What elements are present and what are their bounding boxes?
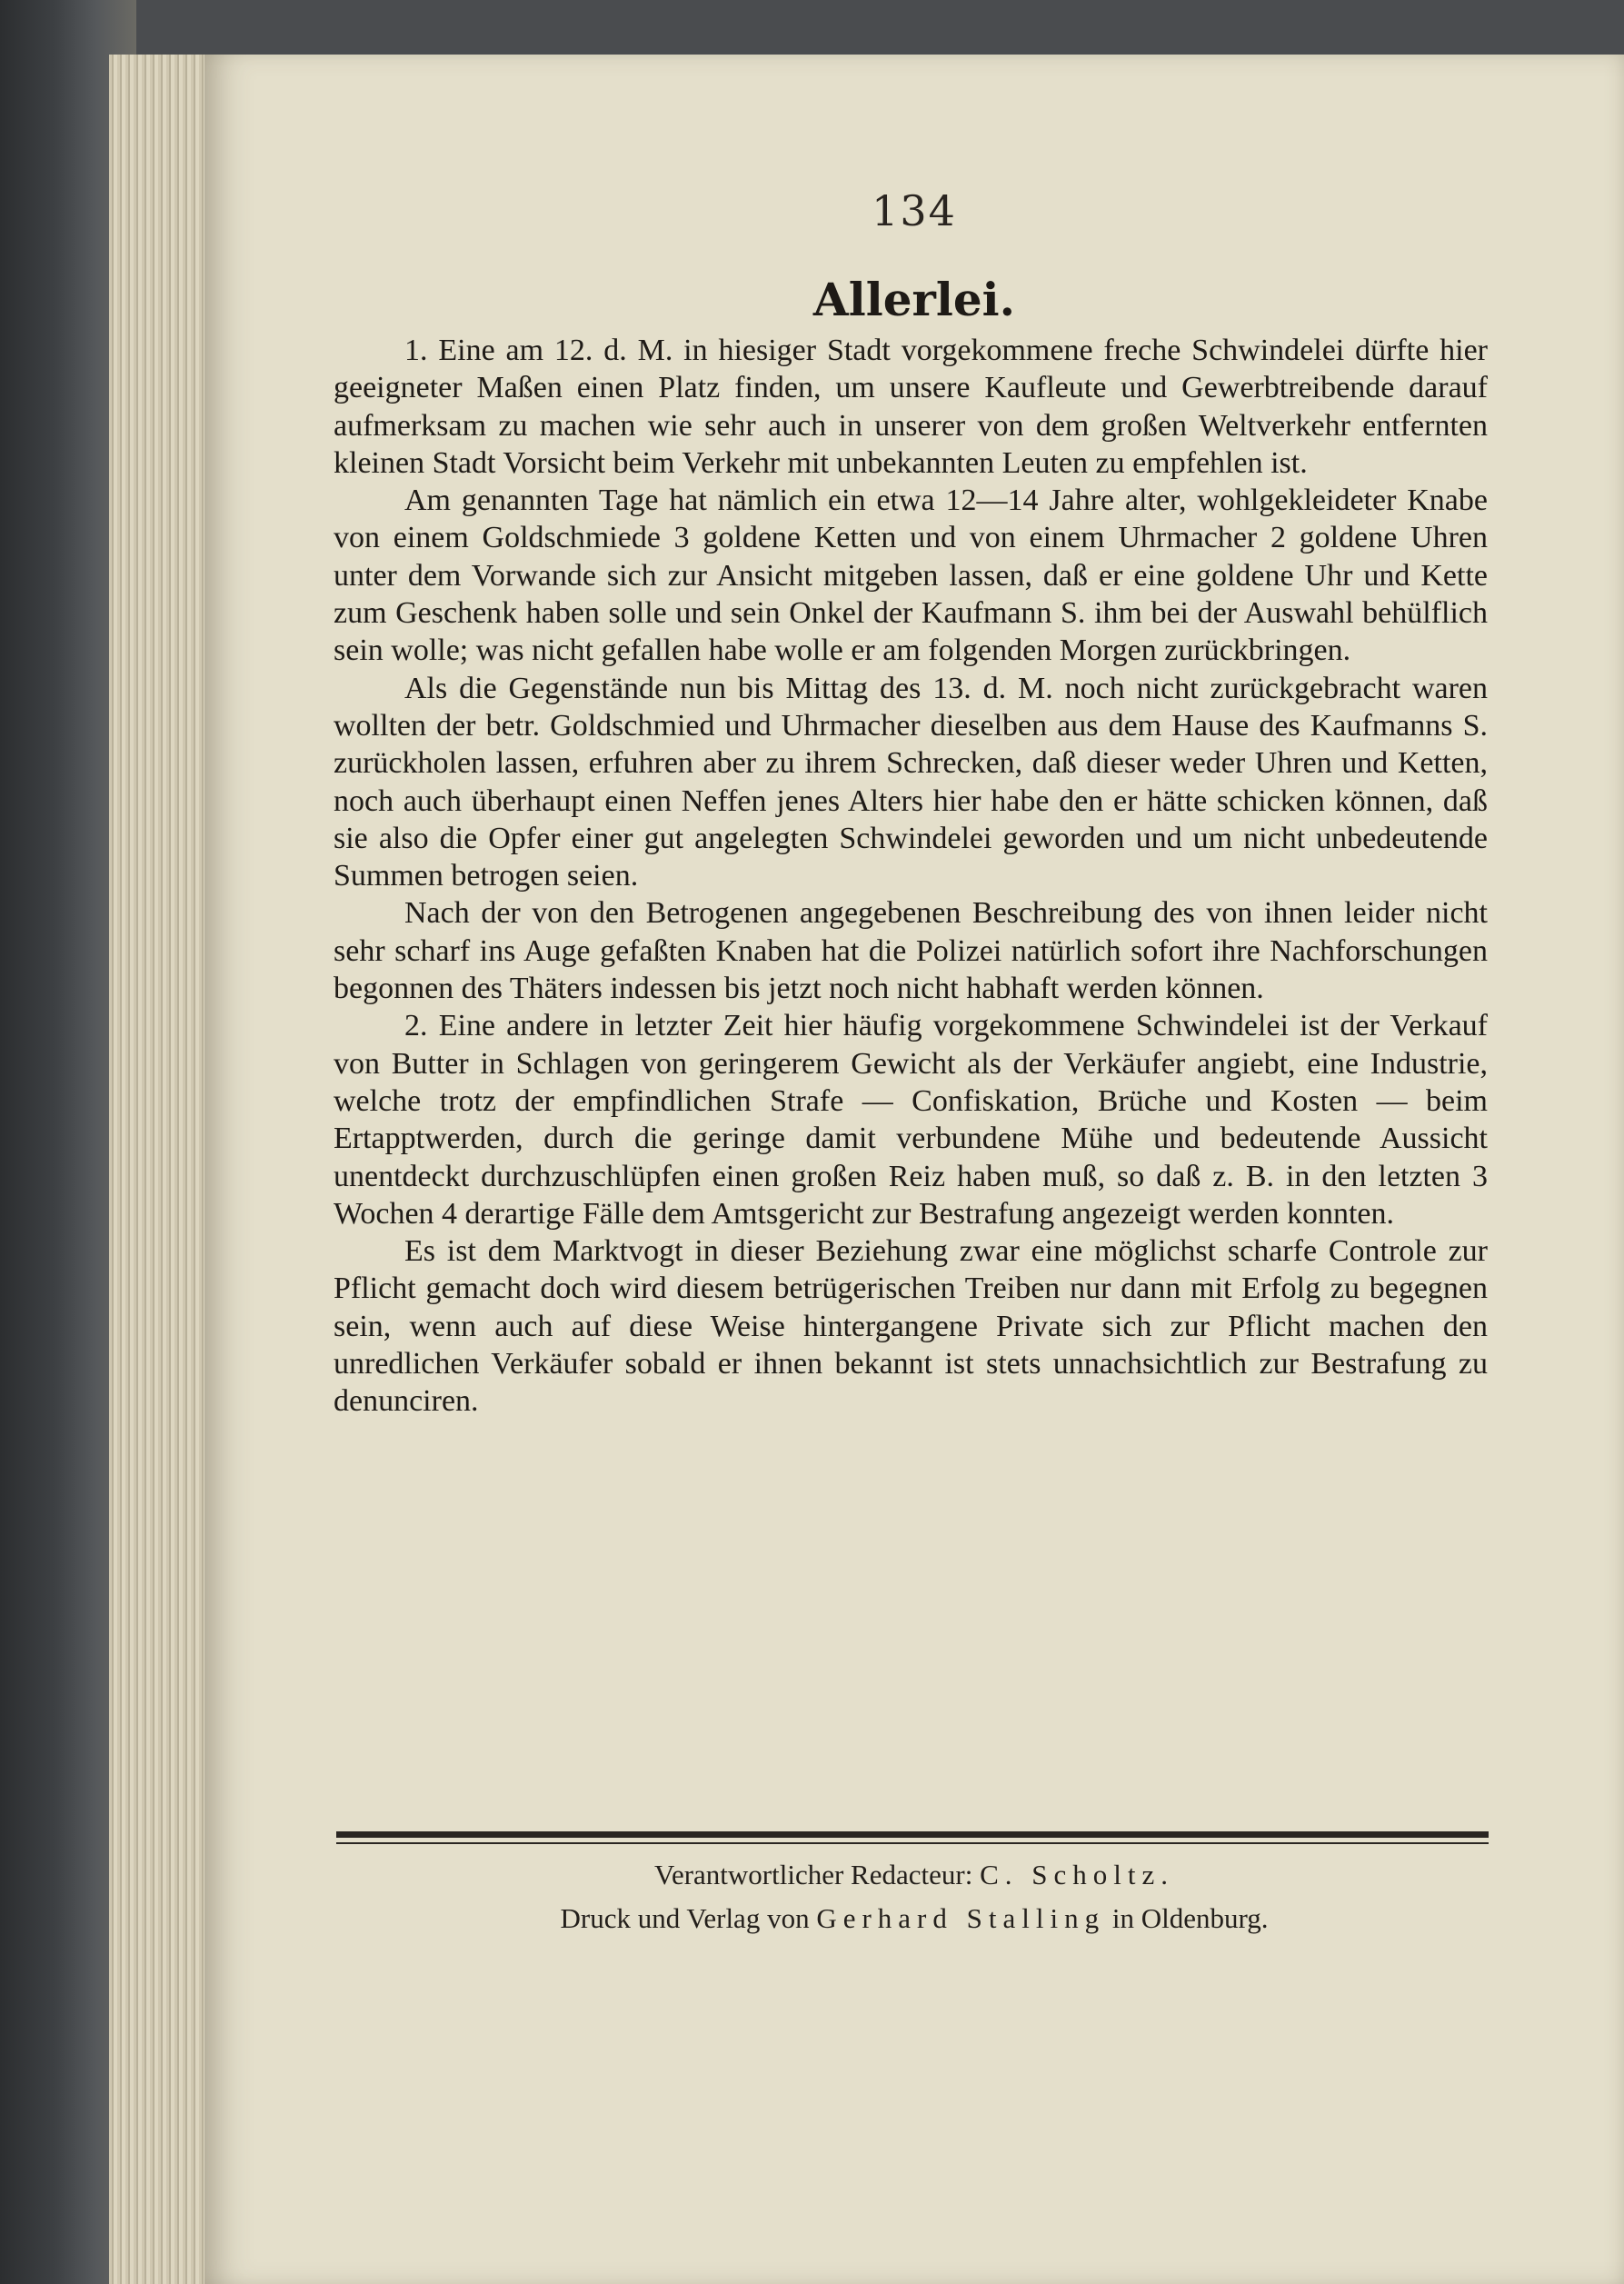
double-rule-thin xyxy=(336,1842,1489,1844)
editor-line xyxy=(204,1859,1624,1891)
editor-label: Verantwortlicher Redacteur: xyxy=(654,1859,981,1890)
paragraph-5: 2. Eine andere in letzter Zeit hier häufig vorgekommene Schwindelei ist der Verkauf von Butter in Schlagen von geringerem Gewicht als der Verkäufer angiebt, eine Industrie, welche trotz der empfindlichen Strafe — Confiskation, Brüche und Kosten — beim Ertapptwerden, durch die geringe damit verbundene Mühe und bedeutende Aussicht unentdeckt durchzuschlüpfen einen großen Reiz haben muß, so daß z. B. in den letzten 3 Wochen 4 derartige Fälle dem Amtsgericht zur Bestrafung angezeigt werden konnten. xyxy=(334,1009,1488,1231)
paragraph-2: Am genannten Tage hat nämlich ein etwa 12—14 Jahre alter, wohlgekleideter Knabe von einem Goldschmiede 3 goldene Ketten und von einem Uhrmacher 2 goldene Uhren unter dem Vorwande sich zur Ansicht mitgeben lassen, daß er eine goldene Uhr und Kette zum Geschenk haben solle und sein Onkel der Kaufmann S. ihm bei der Auswahl behülflich sein wolle; was nicht gefallen habe wolle er am folgenden Morgen zurückbringen. xyxy=(334,484,1488,668)
paragraph-3: Als die Gegenstände nun bis Mittag des 13. d. M. noch nicht zurückgebracht waren wollten der betr. Goldschmied und Uhrmacher dieselben aus dem Hause des Kaufmanns S. zurückholen lassen, erfuhren aber zu ihrem Schrecken, daß dieser weder Uhren und Ketten, noch auch überhaupt einen Neffen jenes Alters hier habe den er hätte schicken können, daß sie also die Opfer einer gut angelegten Schwindelei geworden und um nicht unbedeutende Summen betrogen seien. xyxy=(334,671,1488,893)
editor-name: C. Scholtz. xyxy=(980,1859,1174,1890)
paragraph-1: 1. Eine am 12. d. M. in hiesiger Stadt vorgekommene freche Schwindelei dürfte hier geeigneter Maßen einen Platz finden, um unsere Kaufleute und Gewerbtreibende darauf aufmerksam zu machen wie sehr auch in unserer von dem großen Weltverkehr entfernten kleinen Stadt Vorsicht beim Verkehr mit unbekannten Leuten zu empfehlen ist. xyxy=(334,334,1488,480)
printer-line xyxy=(204,1902,1624,1935)
printer-suffix: in Oldenburg. xyxy=(1105,1902,1269,1934)
printer-prefix: Druck und Verlag von xyxy=(560,1902,817,1934)
paragraph-4: Nach der von den Betrogenen angegebenen Beschreibung des von ihnen leider nicht sehr scharf ins Auge gefaßten Knaben hat die Polizei natürlich sofort ihre Nachforschungen begonnen des Thäters indessen bis jetzt noch nicht habhaft werden können. xyxy=(334,896,1488,1006)
section-heading: Allerlei. xyxy=(812,273,1016,326)
double-rule-thick xyxy=(336,1831,1489,1838)
paragraph-6: Es ist dem Marktvogt in dieser Beziehung zwar eine möglichst scharfe Controle zur Pflicht gemacht doch wird diesem betrügerischen Treiben nur dann mit Erfolg zu begegnen sein, wenn auch auf diese Weise hintergangene Private sich zur Pflicht machen den unredlichen Verkäufer sobald er ihnen bekannt ist stets unnachsichtlich zur Bestrafung zu denunciren. xyxy=(334,1234,1488,1419)
article-body xyxy=(334,332,1488,1421)
printer-name: Gerhard Stalling xyxy=(816,1902,1106,1934)
page-number: 134 xyxy=(872,186,957,235)
